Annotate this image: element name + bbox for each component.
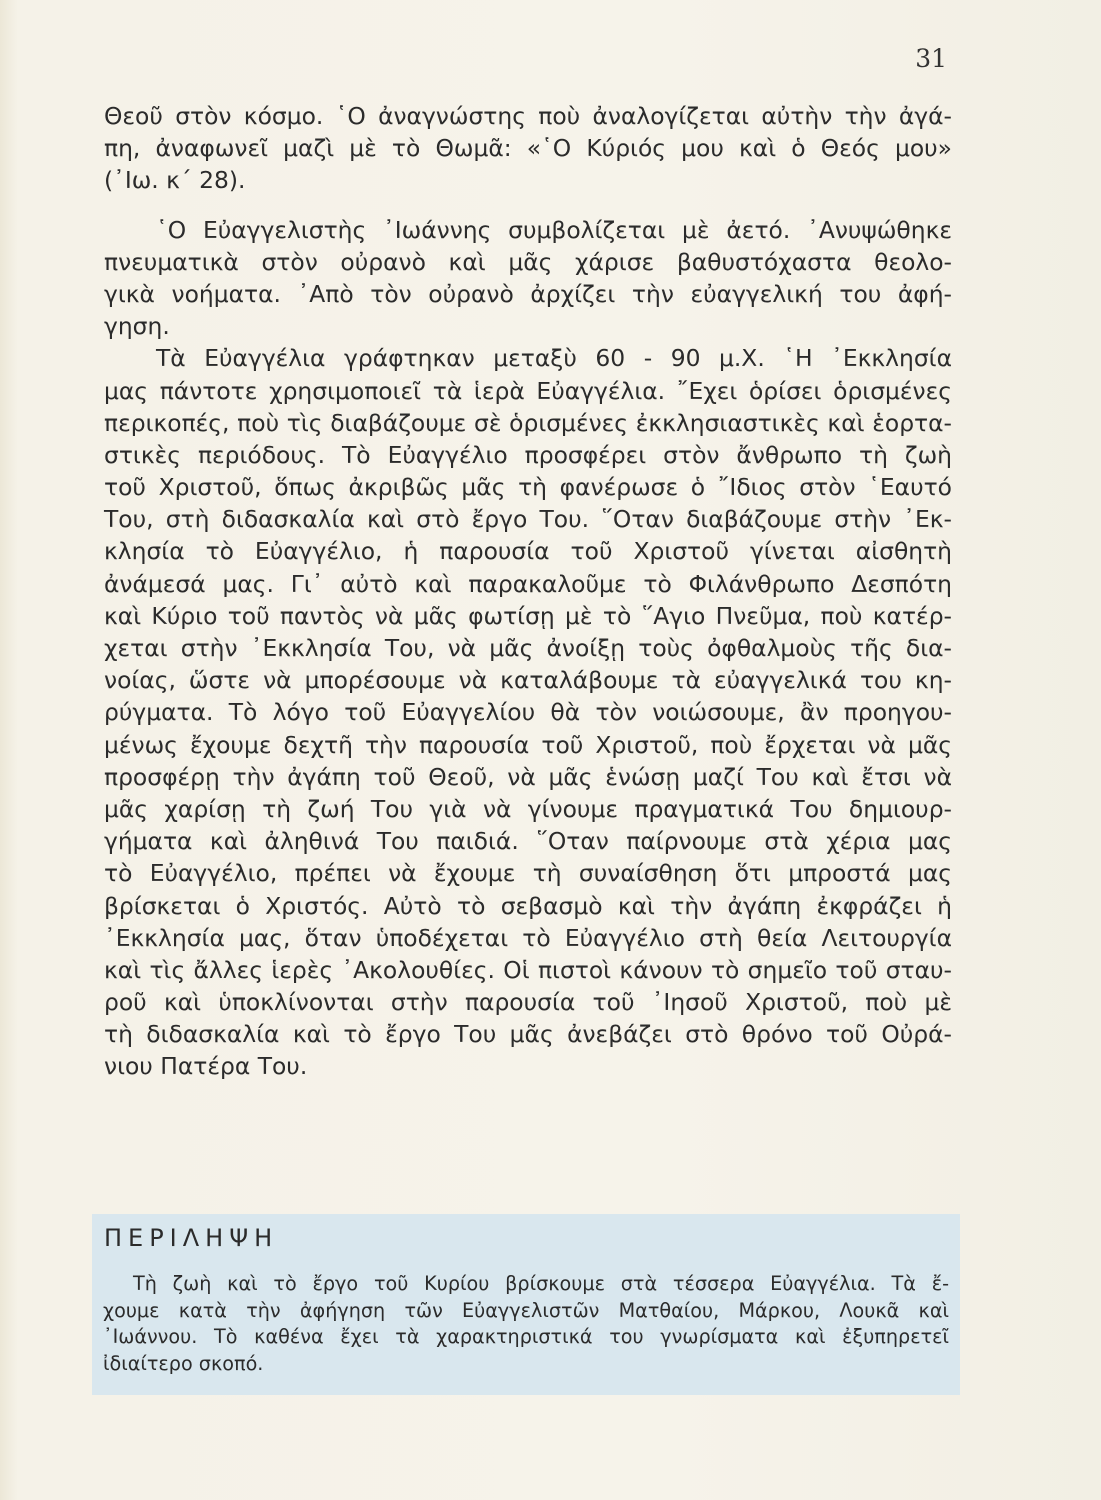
text-line: πνευματικὰ στὸν οὐρανὸ καὶ μᾶς χάρισε βαθυστόχαστα θεολο- [104, 247, 952, 276]
text-line: Θεοῦ στὸν κόσμο. ῾Ο ἀναγνώστης ποὺ ἀναλογίζεται αὐτὴν τὴν ἀγά- [104, 102, 952, 130]
text-line: μένως ἔχουμε δεχτῆ τὴν παρουσία τοῦ Χριστοῦ, ποὺ ἔρχεται νὰ μᾶς [104, 730, 952, 759]
text-line: χεται στὴν ᾿Εκκλησία Του, νὰ μᾶς ἀνοίξῃ τοὺς ὀφθαλμοὺς τῆς δια- [104, 634, 952, 662]
text-line: ροῦ καὶ ὑποκλίνονται στὴν παρουσία τοῦ ᾿Ιησοῦ Χριστοῦ, ποὺ μὲ [104, 988, 952, 1017]
summary-line: χουμε κατὰ τὴν ἀφήγηση τῶν Εὐαγγελιστῶν Ματθαίου, Μάρκου, Λουκᾶ καὶ [103, 1298, 949, 1322]
summary-line: Τὴ ζωὴ καὶ τὸ ἔργο τοῦ Κυρίου βρίσκουμε στὰ τέσσερα Εὐαγγέλια. Τὰ ἔ- [133, 1272, 949, 1295]
text-line: ἀνάμεσά μας. Γι᾿ αὐτὸ καὶ παρακαλοῦμε τὸ Φιλάνθρωπο Δεσπότη [104, 569, 952, 598]
text-line: στικὲς περιόδους. Τὸ Εὐαγγέλιο προσφέρει στὸν ἄνθρωπο τὴ ζωὴ [104, 440, 952, 469]
text-line: νοίας, ὥστε νὰ μπορέσουμε νὰ καταλάβουμε τὰ εὐαγγελικά του κη- [104, 666, 952, 695]
summary-line: ἰδιαίτερο σκοπό. [103, 1351, 264, 1375]
text-line: τὸ Εὐαγγέλιο, πρέπει νὰ ἔχουμε τὴ συναίσθηση ὅτι μπροστά μας [104, 859, 952, 888]
text-line: γηση. [104, 312, 170, 341]
text-line: νιου Πατέρα Του. [104, 1052, 308, 1081]
text-line: ᾿Εκκλησία μας, ὅταν ὑποδέχεται τὸ Εὐαγγέλιο στὴ θεία Λειτουργία [104, 923, 952, 952]
text-line: προσφέρῃ τὴν ἀγάπη τοῦ Θεοῦ, νὰ μᾶς ἑνώσῃ μαζί Του καὶ ἔτσι νὰ [104, 762, 952, 791]
text-line: ῾Ο Εὐαγγελιστὴς ᾿Ιωάννης συμβολίζεται μὲ ἀετό. ᾿Ανυψώθηκε [156, 215, 952, 244]
text-line: τὴ διδασκαλία καὶ τὸ ἔργο Του μᾶς ἀνεβάζει στὸ θρόνο τοῦ Οὐρά- [104, 1020, 952, 1049]
text-line: βρίσκεται ὁ Χριστός. Αὐτὸ τὸ σεβασμὸ καὶ τὴν ἀγάπη ἐκφράζει ἡ [104, 891, 952, 920]
summary-box [92, 1214, 960, 1395]
text-line: πη, ἀναφωνεῖ μαζὶ μὲ τὸ Θωμᾶ: «῾Ο Κύριός μου καὶ ὁ Θεός μου» [104, 134, 952, 163]
text-line: γήματα καὶ ἀληθινά Του παιδιά. ῞Οταν παίρνουμε στὰ χέρια μας [104, 827, 952, 856]
summary-text [103, 1271, 949, 1377]
text-line: κλησία τὸ Εὐαγγέλιο, ἡ παρουσία τοῦ Χριστοῦ γίνεται αἰσθητὴ [104, 537, 952, 566]
text-line: καὶ Κύριο τοῦ παντὸς νὰ μᾶς φωτίσῃ μὲ τὸ ῞Αγιο Πνεῦμα, ποὺ κατέρ- [104, 601, 952, 630]
main-text [104, 100, 952, 1083]
text-line: Τὰ Εὐαγγέλια γράφτηκαν μεταξὺ 60 - 90 μ.Χ. ῾Η ᾿Εκκλησία [156, 344, 952, 373]
text-line: Του, στὴ διδασκαλία καὶ στὸ ἔργο Του. ῞Οταν διαβάζουμε στὴν ᾿Εκ- [104, 505, 952, 534]
text-line: ρύγματα. Τὸ λόγο τοῦ Εὐαγγελίου θὰ τὸν νοιώσουμε, ἂν προηγου- [104, 698, 952, 727]
summary-line: ᾿Ιωάννου. Τὸ καθένα ἔχει τὰ χαρακτηριστικά του γνωρίσματα καὶ ἐξυπηρετεῖ [103, 1325, 949, 1348]
text-line: μας πάντοτε χρησιμοποιεῖ τὰ ἱερὰ Εὐαγγέλια. ῎Εχει ὁρίσει ὁρισμένες [104, 376, 952, 405]
text-line: (᾿Ιω. κ΄ 28). [104, 166, 246, 195]
text-line: καὶ τὶς ἄλλες ἱερὲς ᾿Ακολουθίες. Οἱ πιστοὶ κάνουν τὸ σημεῖο τοῦ σταυ- [104, 955, 952, 984]
text-line: γικὰ νοήματα. ᾿Απὸ τὸν οὐρανὸ ἀρχίζει τὴν εὐαγγελική του ἀφή- [104, 279, 952, 308]
text-line: περικοπές, ποὺ τὶς διαβάζουμε σὲ ὁρισμένες ἐκκλησιαστικὲς καὶ ἑορτα- [104, 408, 952, 437]
text-line: μᾶς χαρίσῃ τὴ ζωή Του γιὰ νὰ γίνουμε πραγματικά Του δημιουρ- [104, 794, 952, 823]
text-line: τοῦ Χριστοῦ, ὅπως ἀκριβῶς μᾶς τὴ φανέρωσε ὁ ῎Ιδιος στὸν ῾Εαυτό [104, 473, 952, 502]
summary-title: ΠΕΡΙΛΗΨΗ [104, 1224, 279, 1252]
page-number: 31 [915, 44, 947, 73]
